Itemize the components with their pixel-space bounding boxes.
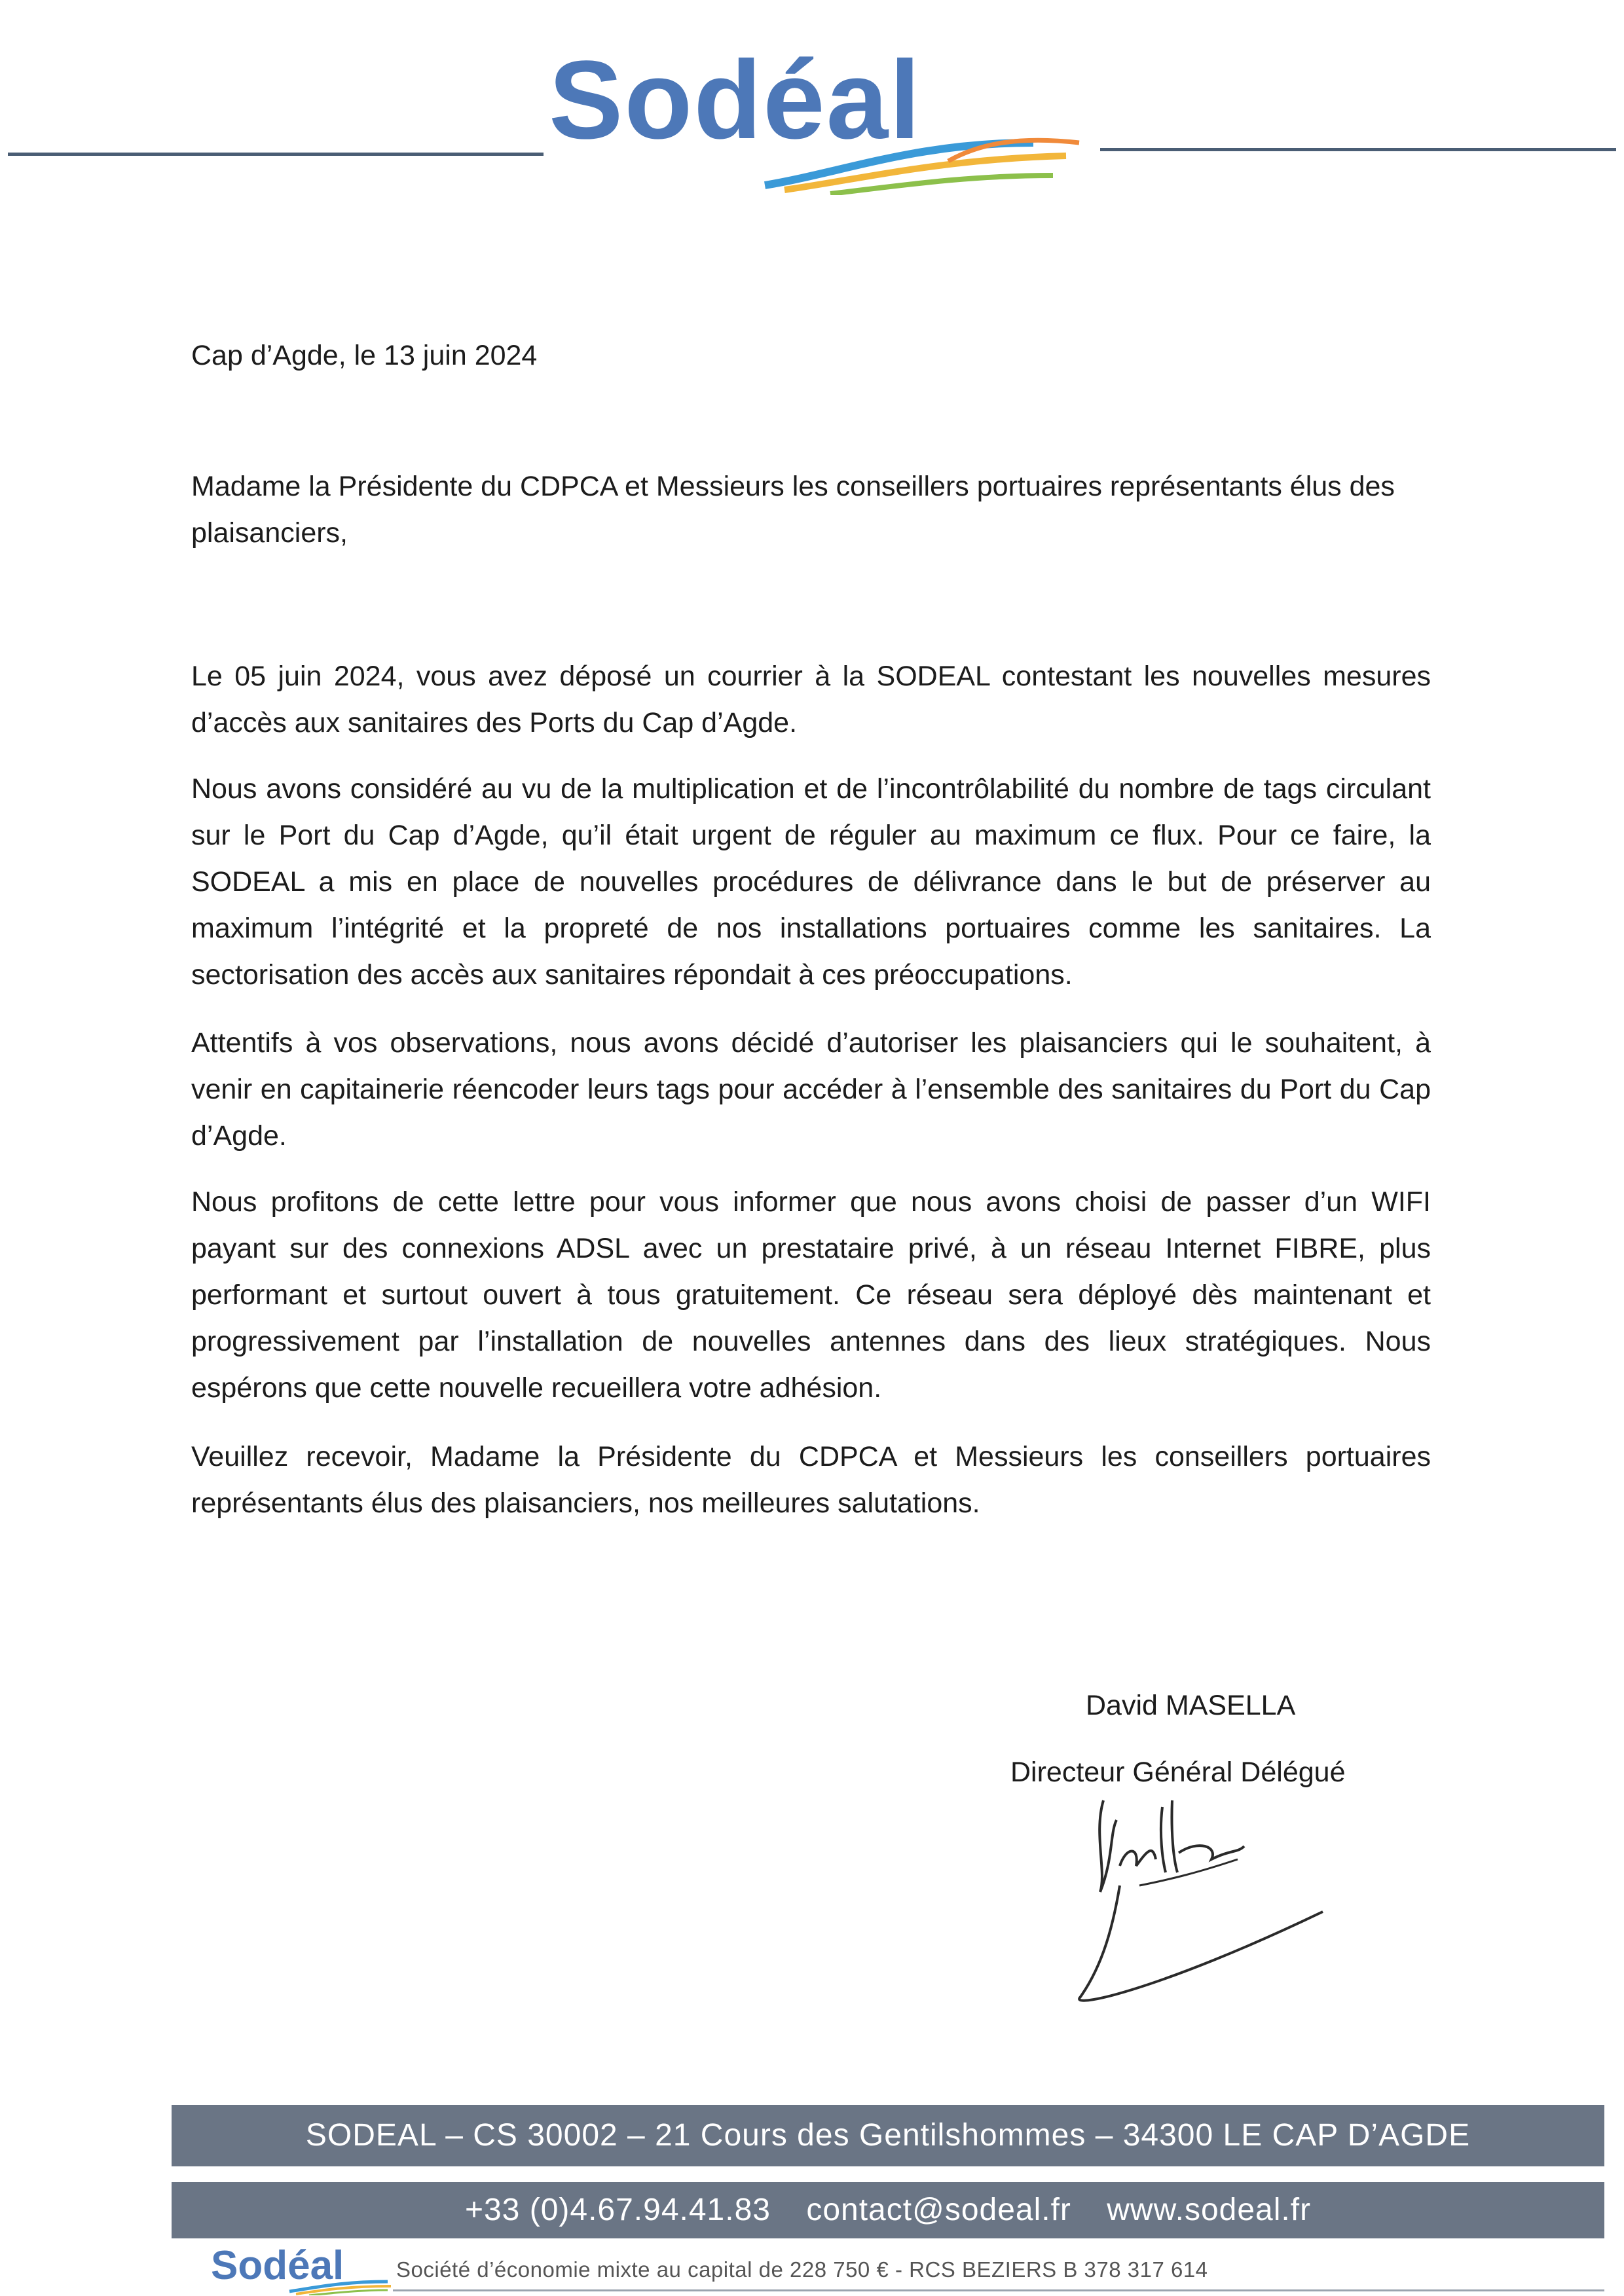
letter-date: Cap d’Agde, le 13 juin 2024: [191, 340, 538, 371]
signatory-name: David MASELLA: [1086, 1690, 1296, 1721]
footer-website[interactable]: www.sodeal.fr: [1107, 2193, 1312, 2227]
letter-paragraph-3: Attentifs à vos observations, nous avons décidé d’autoriser les plaisanciers qui le souhaitent, à venir en capitainerie réencoder leurs tags pour accéder à l’ensemble des sanitaires du Port du Cap d’Agde.: [191, 1027, 1431, 1152]
logo-text: Sodéal: [549, 38, 922, 162]
letter-paragraph-1: Le 05 juin 2024, vous avez déposé un courrier à la SODEAL contestant les nouvelles mesures d’accès aux sanitaires des Ports du Cap d’Agde.: [191, 661, 1431, 738]
footer-phone: +33 (0)4.67.94.41.83: [464, 2193, 771, 2227]
letter-paragraph-4: Nous profitons de cette lettre pour vous informer que nous avons choisi de passer d’un WIFI payant sur des connexions ADSL avec un prestataire privé, à un réseau Internet FIBRE, plus performant et surtout ouvert à tous gratuitement. Ce réseau sera déployé dès maintenant et progressivement par l’installation de nouvelles antennes dans des lieux stratégiques. Nous espérons que cette nouvelle recueillera votre adhésion.: [191, 1186, 1431, 1404]
signatory-title: Directeur Général Délégué: [1010, 1757, 1346, 1788]
footer-logo-wave-icon: [211, 2243, 394, 2295]
footer-contact-bar: [172, 2182, 1604, 2238]
footer-rule: [393, 2289, 1604, 2291]
footer-logo: [211, 2243, 394, 2295]
footer-address-bar: [172, 2105, 1604, 2166]
footer-legal-mention: Société d’économie mixte au capital de 228 750 € - RCS BEZIERS B 378 317 614: [396, 2257, 1208, 2282]
letter-paragraph-5: Veuillez recevoir, Madame la Présidente du CDPCA et Messieurs les conseillers portuaires représentants élus des plaisanciers, nos meilleures salutations.: [191, 1441, 1431, 1519]
header-rule-right: [1100, 148, 1616, 151]
footer-email[interactable]: contact@sodeal.fr: [806, 2193, 1071, 2227]
footer-logo-text: Sodéal: [211, 2243, 344, 2288]
footer-address: SODEAL – CS 30002 – 21 Cours des Gentilshommes – 34300 LE CAP D’AGDE: [305, 2118, 1471, 2153]
letter-salutation: Madame la Présidente du CDPCA et Messieurs les conseillers portuaires représentants élus des plaisanciers,: [191, 471, 1395, 549]
handwritten-signature: [1041, 1781, 1356, 2010]
company-logo: [549, 38, 1086, 195]
header-rule-left: [8, 153, 544, 156]
letter-paragraph-2: Nous avons considéré au vu de la multiplication et de l’incontrôlabilité du nombre de tags circulant sur le Port du Cap d’Agde, qu’il était urgent de réguler au maximum ce flux. Pour ce faire, la SODEAL a mis en place de nouvelles procédures de délivrance dans le but de préserver au maximum l’intégrité et la propreté de nos installations portuaires comme les sanitaires. La sectorisation des accès aux sanitaires répondait à ces préoccupations.: [191, 773, 1431, 991]
logo-wave-icon: [549, 38, 1086, 195]
